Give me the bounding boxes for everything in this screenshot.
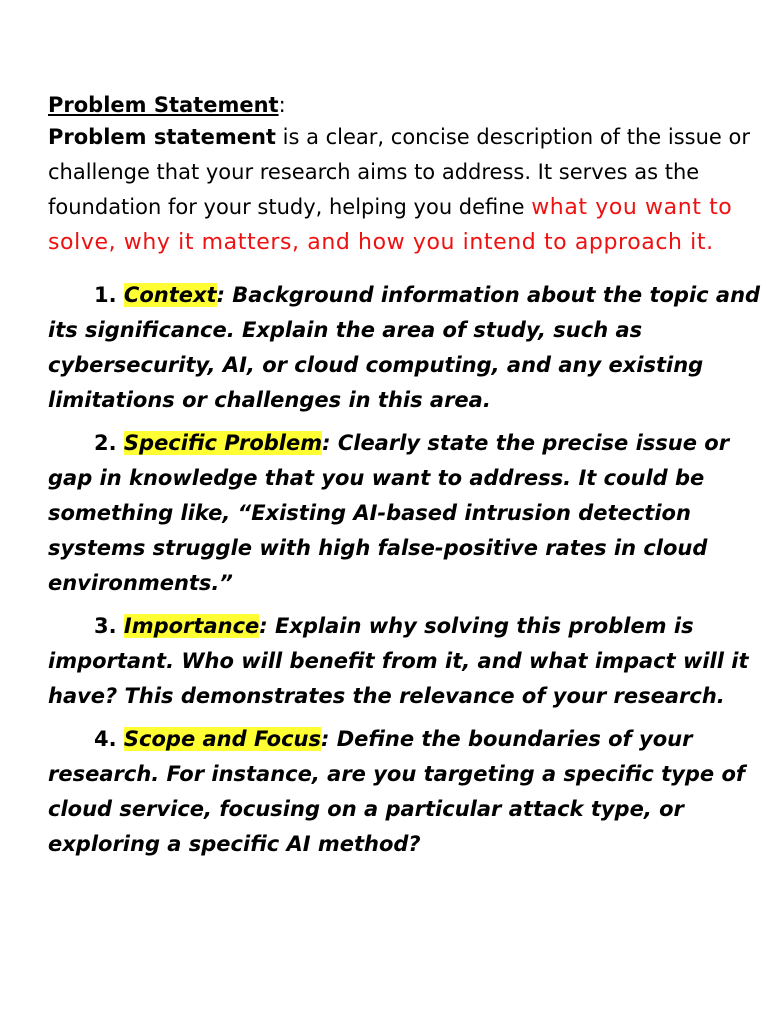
list-item (48, 426, 764, 601)
document-page (48, 90, 764, 870)
list-item-number: 1. (94, 283, 117, 307)
list-item-text: : Explain why solving this problem is important. Who will benefit from it, and what impact will it have? This demonstrates the relevance of your research. (48, 614, 749, 708)
heading-title: Problem Statement (48, 93, 279, 117)
list-item-number: 4. (94, 727, 117, 751)
heading-colon: : (278, 93, 286, 117)
list-item (48, 609, 764, 714)
list-item-label: Specific Problem (123, 431, 323, 455)
intro-paragraph (48, 120, 764, 260)
list-item-number: 3. (94, 614, 117, 638)
intro-term: Problem statement (48, 125, 276, 149)
intro-body: is a clear, concise description of the issue or challenge that your research aims to address. It serves as the foundation for your study, helping you define (48, 125, 750, 219)
list-item-text: : Clearly state the precise issue or gap in knowledge that you want to address. It could be something like, “Existing AI-based intrusion detection systems struggle with high false-positive rates in cloud environments.” (48, 431, 730, 595)
list-item (48, 278, 764, 418)
list-item-label: Scope and Focus (123, 727, 321, 751)
list-item-text: : Define the boundaries of your research. For instance, are you targeting a specific type of cloud service, focusing on a particular attack type, or exploring a specific AI method? (48, 727, 746, 856)
numbered-list (48, 278, 764, 862)
list-item-number: 2. (94, 431, 117, 455)
list-item-label: Context (123, 283, 217, 307)
section-heading (48, 90, 764, 120)
list-item-text: : Background information about the topic and its significance. Explain the area of study, such as cybersecurity, AI, or cloud computing, and any existing limitations or challenges in this area. (48, 283, 761, 412)
intro-emphasis: what you want to solve, why it matters, and how you intend to approach it. (48, 195, 733, 255)
list-item-label: Importance (123, 614, 260, 638)
list-item (48, 722, 764, 862)
